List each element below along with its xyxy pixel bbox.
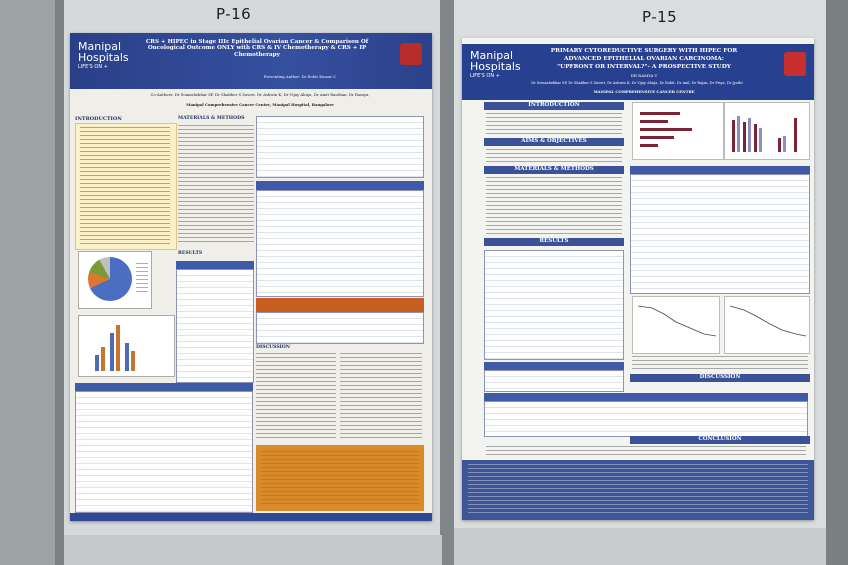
poster-p15-intro-heading: INTRODUCTION	[528, 102, 580, 108]
poster-p16-conclusion-text	[262, 451, 418, 505]
bar-4	[116, 325, 120, 371]
poster-p16-table-bottom	[75, 391, 253, 513]
poster-p15-results-table-2-head	[484, 362, 624, 370]
vbar-3	[743, 122, 746, 152]
poster-p15-title-line3: "UPFRONT OR INTERVAL?"- A PROSPECTIVE STUDY	[557, 64, 731, 70]
poster-p15-presenter: DR RAMYA Y	[630, 73, 658, 78]
poster-p15-results-table-2	[484, 370, 624, 392]
poster-p16-intro-text	[80, 127, 170, 245]
logo-line2: Hospitals	[470, 60, 521, 73]
poster-p16-orange-table	[256, 312, 424, 344]
right-frame-post	[826, 0, 848, 565]
poster-p16-pie	[88, 257, 132, 301]
survival-curves	[632, 296, 808, 352]
poster-p15-intro-text	[486, 113, 622, 135]
poster-p15-hbar-chart	[632, 102, 724, 160]
poster-p15-aims-text	[486, 149, 622, 163]
board-label-p16: P-16	[216, 5, 252, 23]
vbar-4	[748, 118, 751, 152]
poster-p16-materials-text	[178, 125, 254, 245]
vbar-2	[737, 116, 740, 152]
left-wall	[0, 0, 62, 565]
poster-p16-logo	[78, 41, 129, 70]
survival-curve-1	[638, 306, 716, 336]
poster-p15-wide-table-head	[484, 393, 808, 401]
floor-strip	[64, 535, 442, 565]
poster-p16-discussion-text-2	[340, 353, 422, 441]
left-frame-post	[55, 0, 64, 565]
poster-p15	[462, 38, 814, 520]
poster-p16	[70, 33, 432, 521]
logo-sub: LIFE'S ON +	[470, 73, 500, 79]
poster-p16-pie-legend	[136, 263, 148, 293]
poster-p16-emblem-icon	[400, 43, 422, 65]
vbar-8	[783, 136, 786, 152]
logo-sub: LIFE'S ON +	[78, 64, 108, 70]
vbar-9	[794, 118, 797, 152]
poster-p16-intro-heading: INTRODUCTION	[75, 116, 122, 122]
poster-p15-conclusion-heading: CONCLUSION	[698, 436, 742, 442]
poster-p15-survival-caption	[632, 356, 808, 370]
poster-p16-right-table	[256, 190, 424, 297]
logo-line1: Manipal	[470, 49, 514, 62]
board-label-p15: P-15	[642, 8, 678, 26]
poster-p16-coauthors: Co-Authors: Dr Somashekhar SP, Dr Shabber S Zaveri, Dr Ashwin K, Dr Vijay Ahuja, Dr Amit Rauthan, Dr Ramya,	[150, 92, 370, 97]
poster-p16-footer-strip	[70, 513, 432, 521]
poster-p15-authors: Dr Somashekhar SP, Dr Shabber S Zaveri, Dr Ashwin K, Dr Vijay Ahuja, Dr Rohit, Dr Anil, Dr Rajan, Dr Priya, Dr Jyothi	[531, 81, 743, 85]
poster-p16-discussion-text-1	[256, 353, 336, 441]
poster-p15-demographics-head	[630, 166, 810, 174]
poster-p16-results-heading: RESULTS	[178, 251, 203, 256]
poster-p15-logo	[470, 50, 521, 79]
poster-p15-affiliation: MANIPAL COMPREHENSIVE CANCER CENTRE	[593, 89, 695, 94]
hbar-3	[640, 128, 692, 131]
poster-p16-table-header	[75, 383, 253, 391]
poster-p16-right-table-head	[256, 181, 424, 190]
vbar-7	[778, 138, 781, 152]
bar-1	[95, 355, 99, 371]
survival-curve-2	[730, 306, 806, 336]
poster-p15-wide-table	[484, 401, 808, 437]
poster-p16-affiliation: Manipal Comprehensive Cancer Centre, Manipal Hospital, Bangalore	[186, 102, 334, 107]
poster-p15-results-table-1	[484, 250, 624, 360]
floor-strip-right	[454, 528, 826, 565]
poster-p16-results-table	[176, 269, 254, 383]
logo-line1: Manipal	[78, 40, 122, 53]
bar-5	[125, 343, 129, 371]
poster-p15-materials-heading: MATERIALS & METHODS	[514, 166, 594, 172]
hbar-4	[640, 136, 674, 139]
poster-p15-emblem-icon	[784, 52, 806, 76]
poster-p15-aims-heading: AIMS & OBJECTIVES	[521, 138, 587, 144]
poster-p15-discussion-heading: DISCUSSION	[699, 374, 741, 380]
bar-2	[101, 347, 105, 371]
vbar-6	[759, 128, 762, 152]
center-frame-post	[440, 0, 454, 565]
poster-p16-materials-heading: MATERIALS & METHODS	[178, 116, 245, 121]
poster-p16-orange-table-head	[256, 298, 424, 312]
poster-p16-discussion-heading: DISCUSSION	[256, 345, 290, 350]
poster-p15-title-line2: ADVANCED EPITHELIAL OVARIAN CARCINOMA:	[564, 56, 724, 62]
bar-6	[131, 351, 135, 371]
poster-p15-results-heading: RESULTS	[539, 238, 569, 244]
poster-p15-demographics-table	[630, 174, 810, 294]
hbar-1	[640, 112, 680, 115]
poster-p16-title: CRS + HIPEC in Stage IIIc Epithelial Ovarian Cancer & Comparison Of Oncological Outcome ONLY with CRS & IV Chemotherapy & CRS + IP Chemotherapy	[145, 39, 369, 58]
poster-p15-materials-text	[486, 177, 622, 235]
poster-p15-conclusion-text	[486, 446, 806, 456]
poster-p16-results-table-head	[176, 261, 254, 269]
hbar-5	[640, 144, 658, 147]
poster-p15-references-text	[468, 464, 808, 516]
hbar-2	[640, 120, 668, 123]
bar-3	[110, 333, 114, 371]
vbar-5	[754, 124, 757, 152]
poster-p15-title-line1: PRIMARY CYTOREDUCTIVE SURGERY WITH HIPEC FOR	[550, 48, 738, 54]
poster-p16-presenting-author: Presenting Author: Dr Rohit Kumar C	[263, 74, 337, 79]
poster-p16-top-right-table	[256, 116, 424, 178]
logo-line2: Hospitals	[78, 51, 129, 64]
vbar-1	[732, 120, 735, 152]
